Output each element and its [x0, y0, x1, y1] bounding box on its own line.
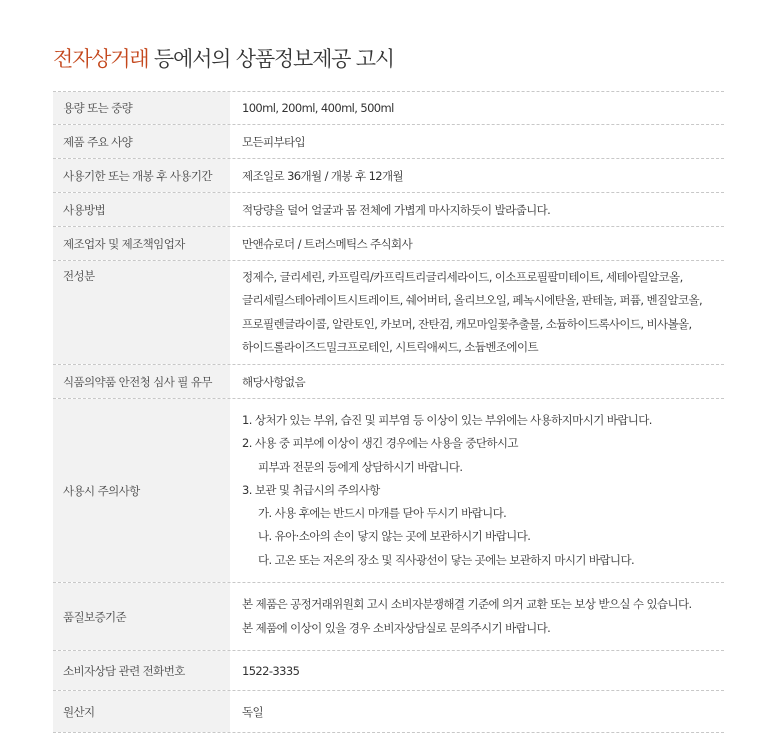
quality-line: 본 제품은 공정거래위원회 고시 소비자분쟁해결 기준에 의거 교환 또는 보상 받으실 수 있습니다.: [242, 597, 692, 612]
row-value-cell: [230, 159, 724, 192]
row-value: 해당사항없음: [242, 374, 306, 389]
row-label: 제조업자 및 제조책임업자: [63, 236, 185, 251]
ingredients-line: 정제수, 글리세린, 카프릴릭/카프릭트리글리세라이드, 이소프로필팔미테이트, 세테아릴알코올,: [242, 269, 683, 284]
table-row-usage: [53, 193, 724, 227]
table-row-spec: [53, 125, 724, 159]
row-value-cell: [230, 651, 724, 690]
table-row-expiry: [53, 159, 724, 193]
row-value-cell: [230, 365, 724, 398]
row-value-cell: [230, 399, 724, 582]
row-label-cell: [53, 125, 230, 158]
row-value-cell: [230, 227, 724, 260]
table-row-precautions: [53, 399, 724, 583]
row-label-cell: [53, 651, 230, 690]
table-row-capacity: [53, 92, 724, 125]
row-label: 전성분: [63, 269, 95, 283]
row-label: 소비자상담 관련 전화번호: [63, 663, 185, 678]
title-rest: 등에서의 상품정보제공 고시: [148, 47, 394, 71]
row-label-cell: [53, 227, 230, 260]
precaution-line: 피부과 전문의 등에게 상담하시기 바랍니다.: [258, 459, 463, 474]
row-value: 독일: [242, 704, 264, 719]
precaution-line: 다. 고온 또는 저온의 장소 및 직사광선이 닿는 곳에는 보관하지 마시기 바랍니다.: [258, 552, 635, 567]
quality-line: 본 제품에 이상이 있을 경우 소비자상담실로 문의주시기 바랍니다.: [242, 620, 551, 635]
table-row-manufacturer: [53, 227, 724, 261]
row-value-cell: [230, 125, 724, 158]
precaution-line: 나. 유아·소아의 손이 닿지 않는 곳에 보관하시기 바랍니다.: [258, 529, 531, 544]
row-label: 식품의약품 안전청 심사 필 유무: [63, 374, 212, 389]
precaution-line: 3. 보관 및 취급시의 주의사항: [242, 482, 380, 497]
row-label-cell: [53, 159, 230, 192]
precaution-line: 1. 상처가 있는 부위, 습진 및 피부염 등 이상이 있는 부위에는 사용하지마시기 바랍니다.: [242, 413, 652, 428]
table-row-phone: [53, 651, 724, 691]
product-info-table: [53, 91, 724, 733]
precaution-line: 2. 사용 중 피부에 이상이 생긴 경우에는 사용을 중단하시고: [242, 436, 518, 451]
row-label-cell: [53, 365, 230, 398]
row-label: 원산지: [63, 704, 95, 719]
row-label-cell: [53, 193, 230, 226]
table-row-ingredients: [53, 261, 724, 365]
row-label-cell: [53, 691, 230, 732]
row-value: 100ml, 200ml, 400ml, 500ml: [242, 101, 394, 115]
row-value-cell: [230, 193, 724, 226]
row-label: 사용기한 또는 개봉 후 사용기간: [63, 168, 212, 183]
page-title: [53, 43, 394, 73]
ingredients-line: 프로필렌글라이콜, 알란토인, 카보머, 잔탄검, 캐모마일꽃추출물, 소듐하이드록사이드, 비사볼올,: [242, 316, 692, 331]
table-row-quality: [53, 583, 724, 651]
row-value-cell: [230, 691, 724, 732]
ingredients-line: 글리세릴스테아레이트시트레이트, 쉐어버터, 올리브오일, 페녹시에탄올, 판테놀, 퍼퓸, 벤질알코올,: [242, 293, 703, 308]
row-value: 만앤슈로더 / 트러스메틱스 주식회사: [242, 236, 413, 251]
row-label: 사용시 주의사항: [63, 483, 140, 498]
row-value: 모든피부타입: [242, 134, 306, 149]
row-label: 품질보증기준: [63, 609, 127, 624]
row-label: 제품 주요 사양: [63, 134, 133, 149]
row-value-cell: [230, 92, 724, 124]
row-label-cell: [53, 399, 230, 582]
row-value: 제조일로 36개월 / 개봉 후 12개월: [242, 168, 404, 183]
row-label-cell: [53, 92, 230, 124]
table-row-origin: [53, 691, 724, 733]
row-value-cell: [230, 261, 724, 364]
ingredients-line: 하이드롤라이즈드밀크프로테인, 시트릭애씨드, 소듐벤조에이트: [242, 339, 538, 354]
row-value-cell: [230, 583, 724, 650]
table-row-kfda: [53, 365, 724, 399]
row-label: 용량 또는 중량: [63, 101, 133, 115]
row-label-cell: [53, 261, 230, 364]
row-label: 사용방법: [63, 202, 106, 217]
title-accent: 전자상거래: [53, 47, 149, 71]
row-value: 1522-3335: [242, 663, 300, 678]
row-label-cell: [53, 583, 230, 650]
row-value: 적당량을 덜어 얼굴과 몸 전체에 가볍게 마사지하듯이 발라줍니다.: [242, 202, 551, 217]
precaution-line: 가. 사용 후에는 반드시 마개를 닫아 두시기 바랍니다.: [258, 506, 507, 521]
